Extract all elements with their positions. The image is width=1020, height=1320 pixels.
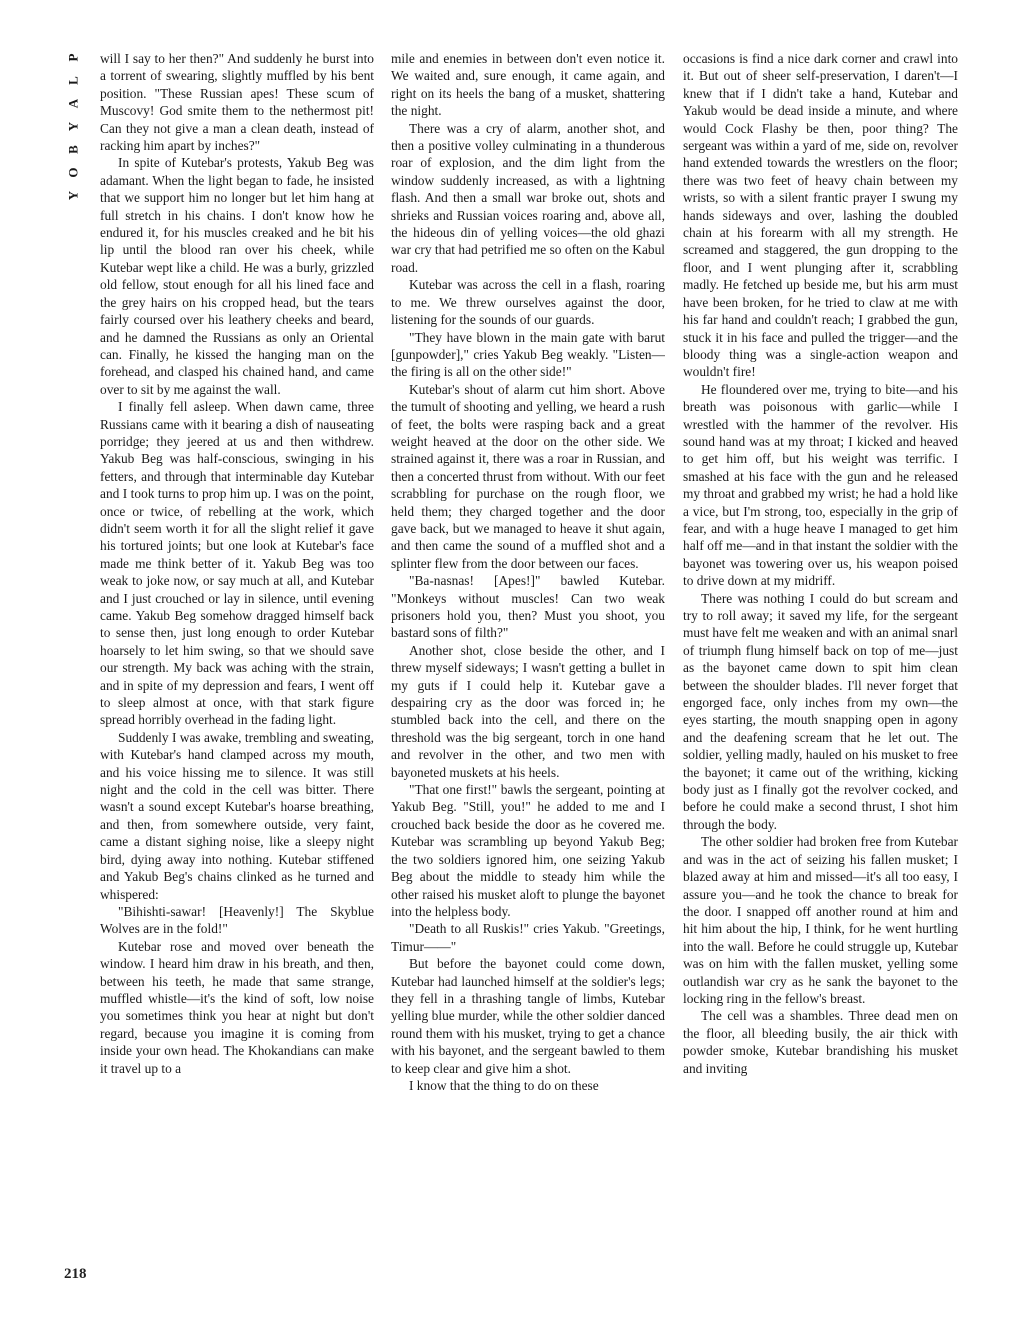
paragraph: occasions is find a nice dark corner and crawl into it. But out of sheer self-preservation, I daren't—I knew that if I didn't take a hand, Kutebar and Yakub would be dead inside a minute, and where would Cock Flashy be then, poor thing? The sergeant was within a yard of me, side on, revolver hand extended towards the wrestlers on the floor; there was two feet of heavy chain between my wrists, so with a silent frantic prayer I swung my hands sideways and over, lashing the doubled chain at his forearm with all my strength. He screamed and staggered, the gun dropping to the floor, and I went plunging after it, scrabbling madly. He fetched up beside me, but his arm must have been broken, for he tried to claw at me with his far hand and couldn't reach; I grabbed the gun, stuck it in his face and pulled the trigger—and the bloody thing was a single-action weapon and wouldn't fire! bbox=[683, 51, 958, 380]
paragraph: "That one first!" bawls the sergeant, pointing at Yakub Beg. "Still, you!" he added to me and I crouched back beside the door as he covered me. Kutebar was scrambling up beyond Yakub Beg; the two soldiers ignored him, one seizing Yakub Beg about the middle to steady him while the other raised his musket aloft to plunge the bayonet into the helpless body. bbox=[391, 782, 665, 919]
paragraph: I finally fell asleep. When dawn came, three Russians came with it bearing a dish of nauseating porridge; they jeered at us and then withdrew. Yakub Beg was half-conscious, swinging in his fetters, and through that interminable day Kutebar and I took turns to prop him up. I was on the point, once or twice, of rebelling at the work, which didn't seem worth it for all the slight relief it gave his tortured joints; but one look at Kutebar's face made me think better of it. Yakub Beg was too weak to joke now, or say much at all, and Kutebar and I just crouched or lay in silence, until evening came. Yakub Beg somehow dragged himself back to sense then, just long enough to order Kutebar hoarsely to let him swing, so that we should save our strength. My back was aching with the strain, and in spite of my depression and fears, I went off to sleep almost at once, with that stark figure spread horribly overhead in the fading light. bbox=[100, 399, 374, 728]
paragraph: In spite of Kutebar's protests, Yakub Beg was adamant. When the light began to fade, he insisted that we support him no longer but let him hang at full stretch in his chains. I don't know how he endured it, for his muscles creaked and he bit his lip until the blood ran over his cheek, while Kutebar wept like a child. He was a burly, grizzled old fellow, stout enough for all his lined face and the grey hairs on his cropped head, but the tears fairly coursed over his leathery cheeks and beard, and he damned the Russians as only an Oriental can. Finally, he kissed the hanging man on the forehead, and clasped his chained hand, and came over to sit by me against the wall. bbox=[100, 155, 374, 397]
paragraph: Suddenly I was awake, trembling and sweating, with Kutebar's hand clamped across my mouth, and his voice hissing me to silence. It was still night and the cold in the cell was bitter. There wasn't a sound except Kutebar's hoarse breathing, and then, from somewhere outside, very faint, came a distant sighing noise, like a sleepy night bird, dying away into nothing. Kutebar stiffened and Yakub Beg's chains clinked as he turned and whispered: bbox=[100, 729, 374, 902]
paragraph: But before the bayonet could come down, Kutebar had launched himself at the soldier's legs; they fell in a thrashing tangle of limbs, Kutebar yelling blue murder, while the other soldier danced round them with his musket, trying to get a chance with his bayonet, and the sergeant bawled to them to keep clear and give him a shot. bbox=[391, 956, 665, 1076]
paragraph: "Ba-nasnas! [Apes!]" bawled Kutebar. "Monkeys without muscles! Can two weak prisoners hold you, then? Must you shoot, you bastard sons of filth?" bbox=[391, 573, 665, 641]
running-head-letter: P bbox=[65, 53, 81, 62]
page-number: 218 bbox=[64, 1266, 87, 1282]
paragraph: mile and enemies in between don't even notice it. We waited and, sure enough, it came again, and right on its heels the bang of a musket, shattering the night. bbox=[391, 51, 665, 119]
paragraph: The other soldier had broken free from Kutebar and was in the act of seizing his fallen musket; I blazed away at him and missed—it's all too easy, I assure you—and he took the chance to break for the door. I snapped off another round at him and hit him about the hip, I think, for he went hurtling into the wall. Before he could struggle up, Kutebar was on him with the fallen musket, yelling some outlandish war cry as he sank the bayonet to the locking ring in the fellow's breast. bbox=[683, 834, 958, 1006]
running-head-letter: Y bbox=[65, 190, 81, 201]
running-head-letter: B bbox=[65, 145, 81, 154]
paragraph: I know that the thing to do on these bbox=[409, 1077, 599, 1093]
paragraph: "They have blown in the main gate with barut [gunpowder]," cries Yakub Beg weakly. "Listen—the firing is all on the other side!" bbox=[391, 329, 665, 380]
paragraph: Kutebar rose and moved over beneath the window. I heard him draw in his breath, and then, between his teeth, he made that same strange, muffled whistle—it's the kind of soft, low noise you sometimes think you hear at night but don't regard, because you imagine it is coming from inside your own head. The Khokandians can make it travel up to a bbox=[100, 938, 374, 1076]
paragraph: "Death to all Ruskis!" cries Yakub. "Greetings, Timur——" bbox=[391, 921, 665, 954]
paragraph: He floundered over me, trying to bite—and his breath was poisonous with garlic—while I wrestled with the hammer of the revolver. His sound hand was at my throat; I kicked and heaved to get him off, but his weight was terrific. I smashed at his face with the gun and he released my throat and grabbed my wrist; he had a hold like a vice, but I'm strong, too, especially in the grip of fear, and with a huge heave I managed to get him half off me—and in that instant the soldier with the bayonet was towering over us, his weapon poised to drive down at my midriff. bbox=[683, 381, 958, 589]
text-column-3 bbox=[683, 50, 958, 1300]
running-head-letter: L bbox=[65, 76, 81, 85]
paragraph: "Bihishti-sawar! [Heavenly!] The Skyblue Wolves are in the fold!" bbox=[100, 903, 374, 937]
running-head-letter: Y bbox=[65, 121, 81, 132]
paragraph: Kutebar was across the cell in a flash, roaring to me. We threw ourselves against the door, listening for the sounds of our guards. bbox=[391, 277, 665, 328]
paragraph: will I say to her then?" And suddenly he burst into a torrent of swearing, slightly muffled by his bent position. "These Russian apes! These scum of Muscovy! God smite them to the nethermost pit! Can they not give a man a clean death, instead of racking him apart by inches?" bbox=[100, 51, 374, 154]
text-column-1 bbox=[100, 50, 374, 1300]
paragraph: There was a cry of alarm, another shot, and then a positive volley culminating in a thunderous roar of explosion, and the dim light from the window suddenly increased, as with a lightning flash. And then a small war broke out, shots and shrieks and Russian voices roaring and, above all, the hideous din of yelling voices—the old ghazi war cry that had petrified me so often on the Kabul road. bbox=[391, 120, 665, 275]
text-column-2 bbox=[391, 50, 665, 1300]
paragraph: The cell was a shambles. Three dead men on the floor, all bleeding busily, the air thick with powder smoke, Kutebar brandishing his musket and inviting bbox=[683, 1008, 958, 1076]
running-head-letter: O bbox=[65, 167, 81, 178]
magazine-running-head bbox=[62, 46, 84, 207]
running-head-letter: A bbox=[65, 98, 81, 109]
paragraph: Another shot, close beside the other, and I threw myself sideways; I wasn't getting a bullet in my guts if I could help it. Kutebar gave a despairing cry as the door was forced in; he stumbled back into the cell, and there on the threshold was the big sergeant, torch in one hand and revolver in the other, and two men with bayoneted muskets at his heels. bbox=[391, 642, 665, 780]
paragraph: There was nothing I could do but scream and try to roll away; it saved my life, for the sergeant must have felt me weaken and with an animal snarl of triumph flung himself back on top of me—just as the bayonet came down to spit him clean between the shoulder blades. I'll never forget that engorged face, only inches from my own—the eyes starting, the mouth snapping open in agony and the deafening scream that he let out. The soldier, yelling madly, hauled on his musket to free the bayonet; it came out of the writhing, kicking body just as I finally got the revolver cocked, and before he could make a second thrust, I shot him through the body. bbox=[683, 590, 958, 832]
paragraph: Kutebar's shout of alarm cut him short. Above the tumult of shooting and yelling, we heard a rush of feet, the bolts were rasping back and a great weight heaved at the door on the other side. We strained against it, there was a roar in Russian, and then a concerted thrust from without. With our feet scrabbling for purchase on the rough floor, we held them; they charged together and the door gave back, but we managed to heave it shut again, and then came the sound of a muffled shot and a splinter flew from the door between our faces. bbox=[391, 381, 665, 571]
